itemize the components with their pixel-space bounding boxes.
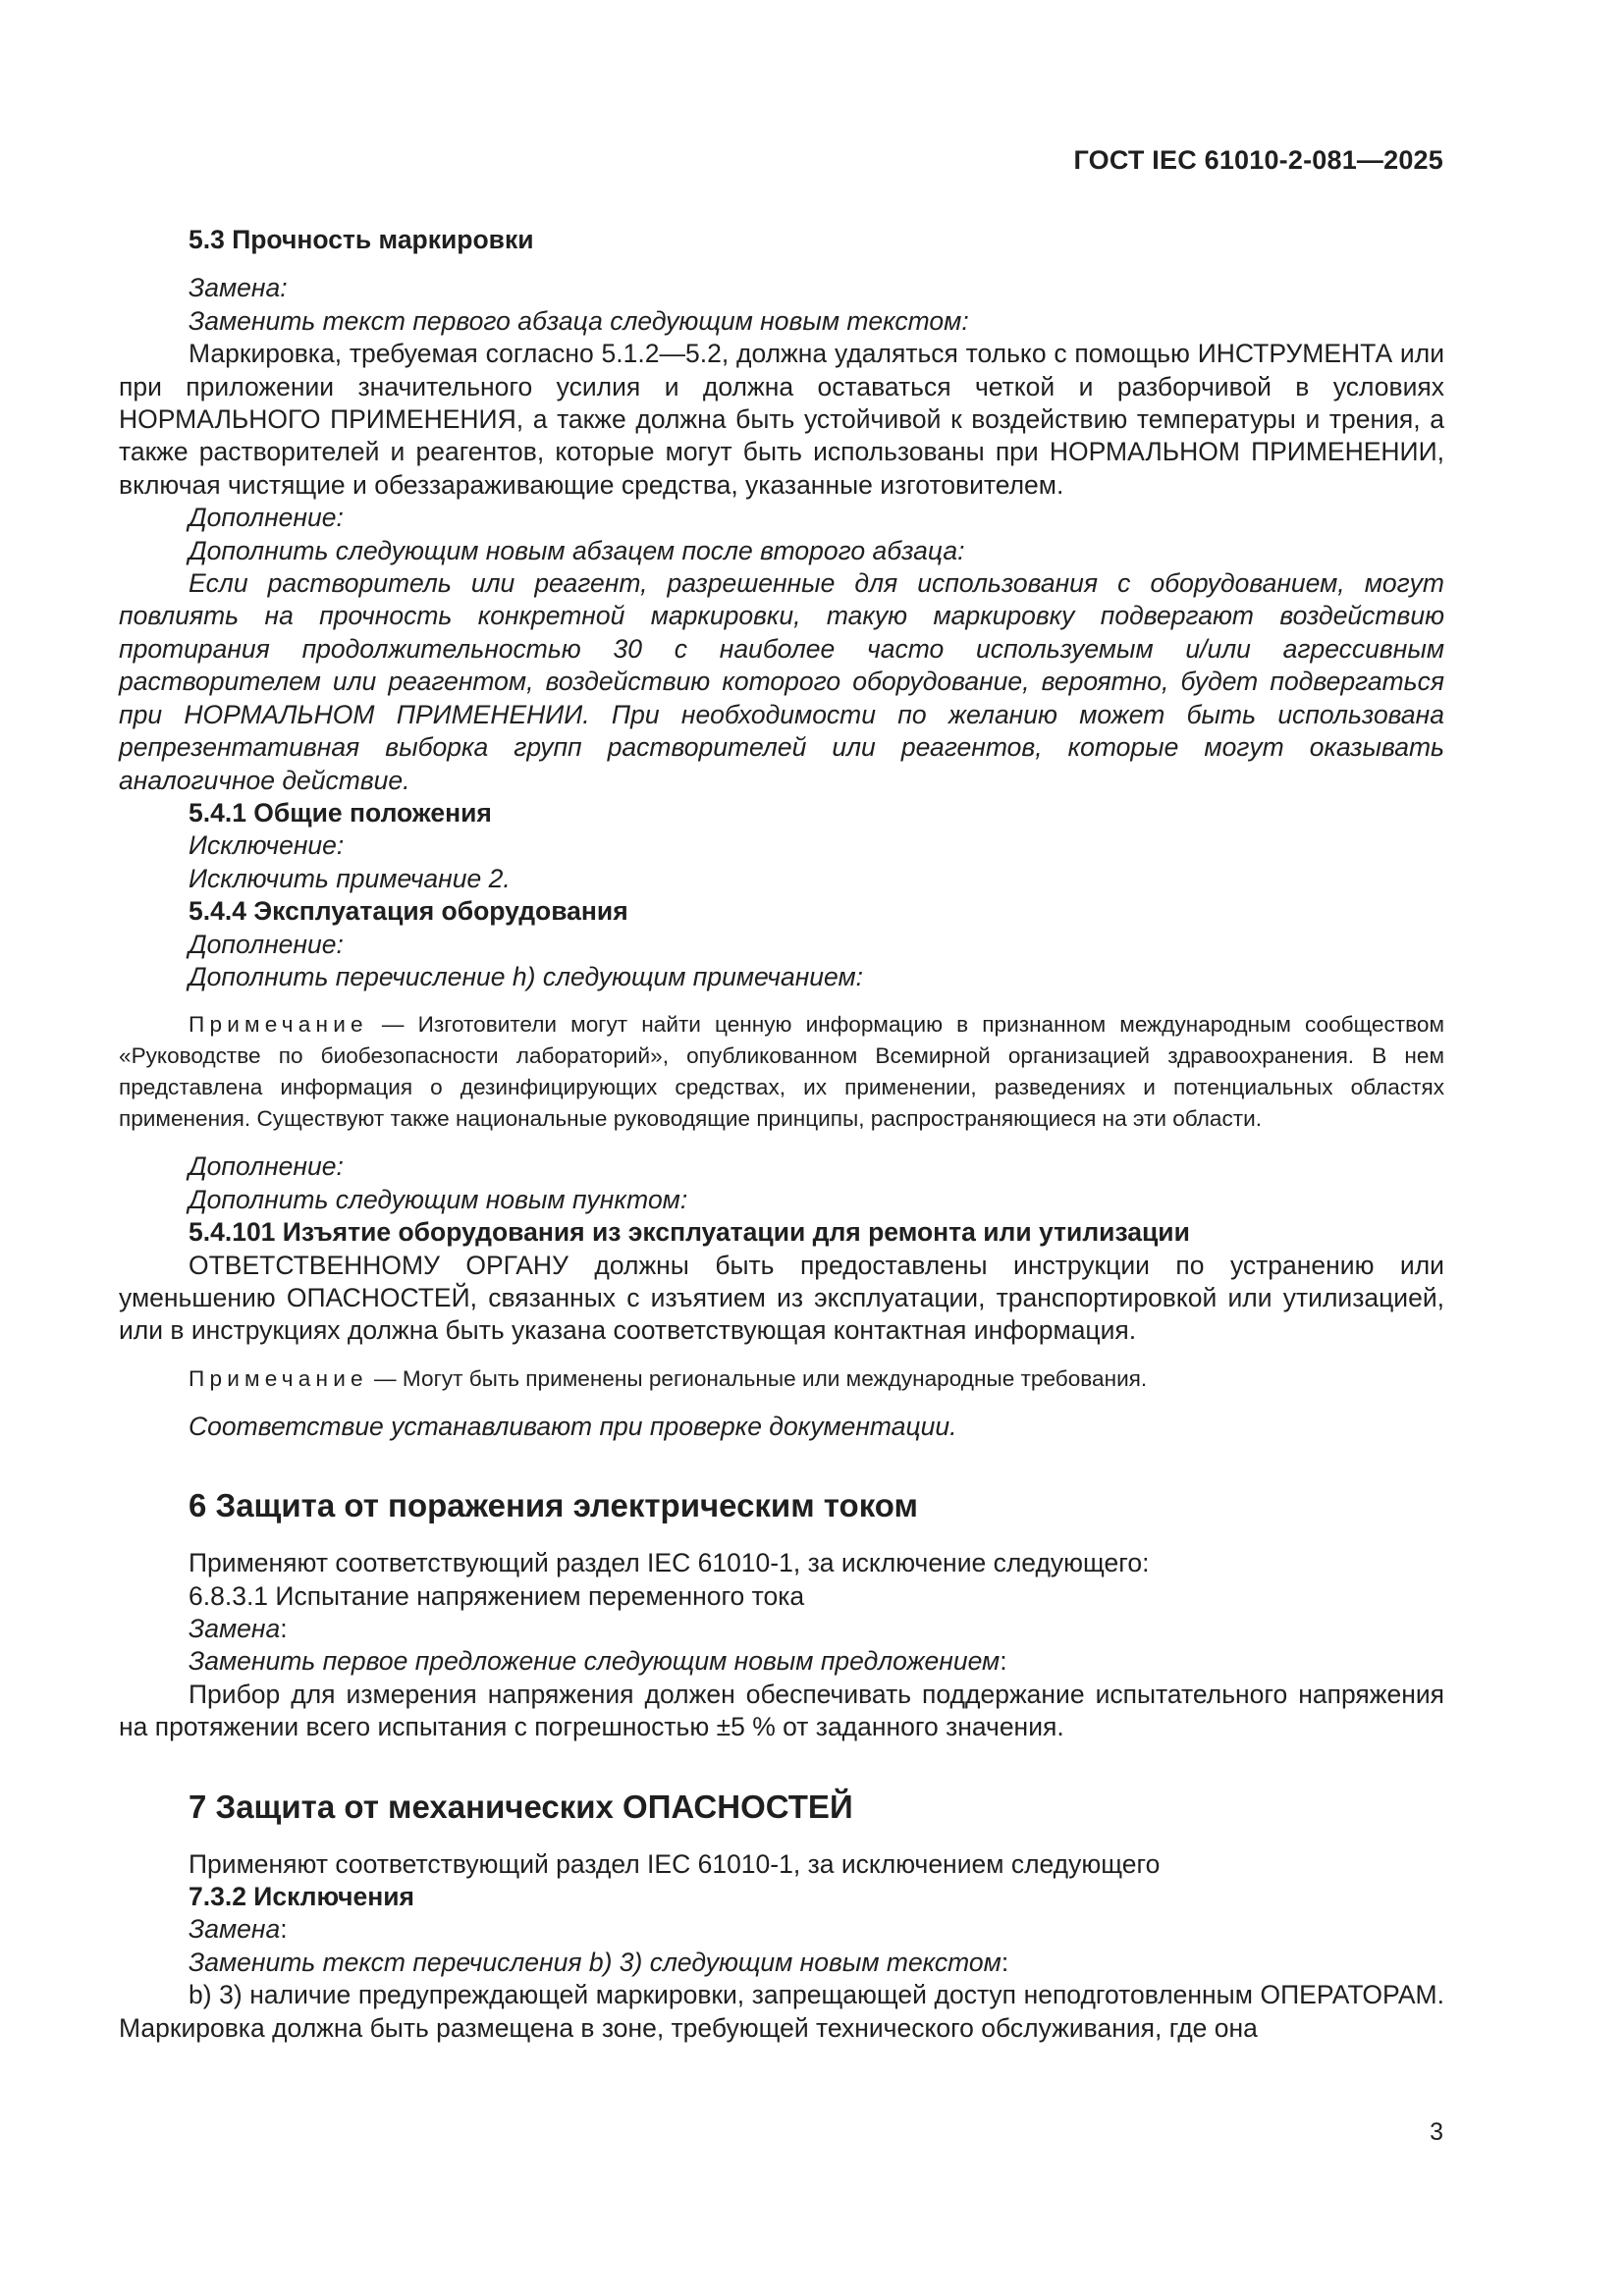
- amendment-instruction: Исключить примечание 2.: [189, 863, 511, 893]
- section-5-3-title: 5.3 Прочность маркировки: [189, 225, 534, 254]
- section-5-4-1-title: 5.4.1 Общие положения: [189, 797, 492, 828]
- amendment-replace-line: [119, 1913, 1444, 1946]
- subsection-7-3-2-title: 7.3.2 Исключения: [189, 1882, 415, 1912]
- paragraph: Если растворитель или реагент, разрешенные для использования с оборудованием, могут повлиять на прочность конкретной маркировки, такую маркировку подвергают воздействию протирания продолжительностью 30 с наиболее часто используемым и/или агрессивным растворителем или реагентом, воздействию которого оборудование, вероятно, будет подвергаться при НОРМАЛЬНОМ ПРИМЕНЕНИИ. При необходимости по желанию может быть использована репрезентативная выборка групп растворителей или реагентов, которые могут оказывать аналогичное действие.: [119, 568, 1444, 795]
- amendment-add-label: Дополнение:: [189, 1151, 344, 1182]
- paragraph: Маркировка, требуемая согласно 5.1.2—5.2, должна удаляться только с помощью ИНСТРУМЕНТА или при приложении значительного усилия и должна оставаться четкой и разборчивой в условиях НОРМАЛЬНОГО ПРИМЕНЕНИЯ, а также должна быть устойчивой к воздействию температуры и трения, а также растворителей и реагентов, которые могут быть использованы при НОРМАЛЬНОМ ПРИМЕНЕНИИ, включая чистящие и обеззараживающие средства, указанные изготовителем.: [119, 339, 1444, 500]
- amendment-instruction: Заменить первое предложение следующим новым предложением: [189, 1646, 1001, 1677]
- amendment-instruction: Дополнить следующим новым абзацем после второго абзаца:: [189, 535, 965, 565]
- document-code-header: ГОСТ IEC 61010-2-081—2025: [1073, 145, 1443, 175]
- paragraph: Применяют соответствующий раздел IEC 61010-1, за исключение следующего:: [189, 1548, 1150, 1578]
- note-label: Примечание: [189, 1365, 368, 1391]
- amendment-instruction: Заменить текст перечисления b) 3) следующим новым текстом: [189, 1947, 1001, 1977]
- amendment-instruction: Дополнить следующим новым пунктом:: [189, 1184, 688, 1214]
- conformity-statement: Соответствие устанавливают при проверке документации.: [189, 1411, 957, 1441]
- amendment-instruction-line: [119, 1645, 1444, 1678]
- amendment-instruction: Заменить текст первого абзаца следующим новым текстом:: [189, 305, 969, 336]
- section-5-4-4-title: 5.4.4 Эксплуатация оборудования: [189, 896, 628, 927]
- colon: :: [280, 1914, 288, 1945]
- subsection-6-8-3-1-title: 6.8.3.1 Испытание напряжением переменного тока: [189, 1580, 805, 1611]
- note-text: — Могут быть применены региональные или международные требования.: [367, 1365, 1148, 1391]
- amendment-add-label: Дополнение:: [189, 503, 344, 533]
- amendment-replace-line: [119, 1613, 1444, 1645]
- amendment-replace-label: Замена: [189, 1614, 281, 1643]
- section-6-heading: 6 Защита от поражения электрическим током: [189, 1487, 918, 1524]
- amendment-instruction: Дополнить перечисление h) следующим примечанием:: [189, 961, 864, 991]
- paragraph: Применяют соответствующий раздел IEC 61010-1, за исключением следующего: [189, 1848, 1161, 1879]
- colon: :: [1000, 1646, 1007, 1677]
- amendment-exclude-label: Исключение:: [189, 830, 345, 861]
- page-number: 3: [1430, 2118, 1443, 2146]
- document-body: [119, 224, 1444, 2045]
- note-text: — Изготовители могут найти ценную информацию в признанном международным сообществом «Руководстве по биобезопасности лабораторий», опубликованном Всемирной организацией здравоохранения. В нем представлена информация о дезинфицирующих средствах, их применении, разведениях и потенциальных областях применения. Существуют также национальные руководящие принципы, распространяющиеся на эти области.: [119, 1012, 1444, 1132]
- paragraph: b) 3) наличие предупреждающей маркировки, запрещающей доступ неподготовленным ОПЕРАТОРАМ. Маркировка должна быть размещена в зоне, требующей технического обслуживания, где она: [119, 1980, 1444, 2043]
- section-7-heading: 7 Защита от механических ОПАСНОСТЕЙ: [189, 1788, 853, 1825]
- colon: :: [280, 1614, 288, 1643]
- colon: :: [1001, 1947, 1009, 1977]
- paragraph: ОТВЕТСТВЕННОМУ ОРГАНУ должны быть предоставлены инструкции по устранению или уменьшению ОПАСНОСТЕЙ, связанных с изъятием из эксплуатации, транспортировкой или утилизацией, или в инструкциях должна быть указана соответствующая контактная информация.: [119, 1250, 1444, 1346]
- amendment-instruction-line: [119, 1947, 1444, 1979]
- note-label: Примечание: [189, 1012, 368, 1038]
- note: [119, 1363, 1444, 1395]
- amendment-add-label: Дополнение:: [189, 929, 344, 959]
- note: [119, 1009, 1444, 1135]
- amendment-replace-label: Замена:: [189, 273, 288, 303]
- section-5-4-101-title: 5.4.101 Изъятие оборудования из эксплуатации для ремонта или утилизации: [189, 1217, 1190, 1248]
- paragraph: Прибор для измерения напряжения должен обеспечивать поддержание испытательного напряжения на протяжении всего испытания с погрешностью ±5 % от заданного значения.: [119, 1679, 1444, 1742]
- amendment-replace-label: Замена: [189, 1914, 281, 1945]
